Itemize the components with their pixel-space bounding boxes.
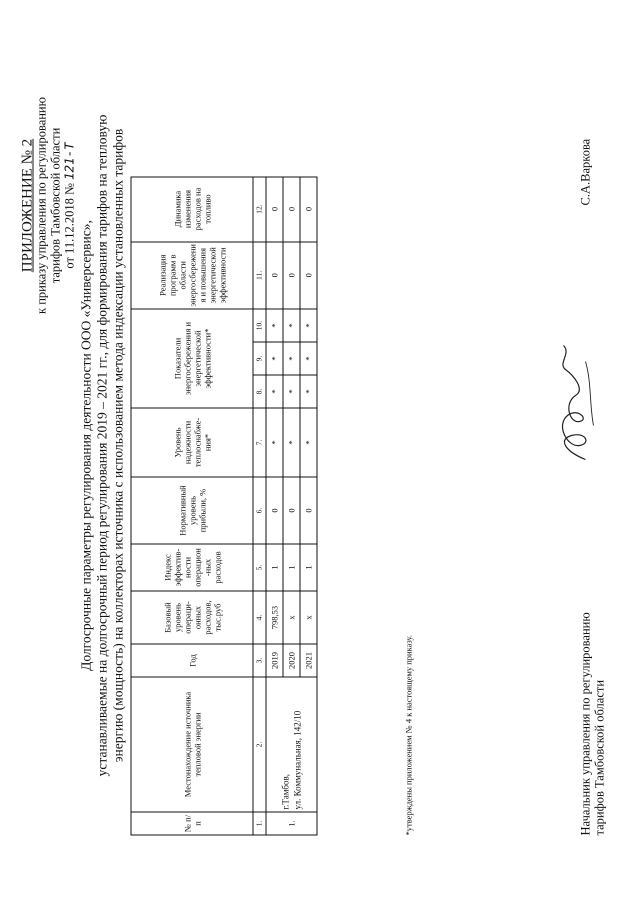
dynamics-cell: 0 (266, 176, 283, 241)
header-year: Год (131, 644, 253, 677)
column-number: 5. (253, 544, 266, 591)
reliability-cell: * (266, 408, 283, 477)
column-number: 7. (253, 408, 266, 477)
annex-date (62, 45, 76, 365)
base-cell: 798,53 (266, 591, 283, 644)
column-number-row (253, 176, 266, 834)
column-number: 1. (253, 812, 266, 835)
profit-cell: 0 (266, 477, 283, 544)
energy-cell: * (300, 342, 317, 375)
header-efficiency-index: Индекс эффектив-ности операцион -ных расходов (131, 544, 253, 591)
document-heading (78, 55, 126, 835)
profit-cell: 0 (300, 477, 317, 544)
heading-line3: энергию (мощность) на коллекторах источника с использованием метода индексации установленных тарифов (110, 128, 125, 762)
annex-header (20, 45, 76, 365)
header-reliability: Уровень надежности теплоснабже-ния* (131, 408, 253, 477)
column-number: 4. (253, 591, 266, 644)
column-number: 12. (253, 176, 266, 241)
annex-title: ПРИЛОЖЕНИЕ № 2 (19, 138, 35, 272)
annex-date-prefix: от 11.12.2018 № (62, 182, 76, 269)
header-profit-level: Нормативный уровень прибыли, % (131, 477, 253, 544)
energy-cell: * (266, 342, 283, 375)
row-number: 1. (266, 812, 317, 835)
signatory-position (578, 612, 606, 835)
column-number: 10. (253, 309, 266, 342)
year-cell: 2021 (300, 644, 317, 677)
reliability-cell: * (283, 408, 300, 477)
header-location: Местонахождение источника тепловой энергии (131, 677, 253, 812)
index-cell: 1 (300, 544, 317, 591)
energy-cell: * (266, 375, 283, 408)
parameters-table (130, 176, 317, 835)
base-cell: х (283, 591, 300, 644)
heading-line1: Долгосрочные параметры регулирования деятельности ООО «Универсервис», (78, 219, 93, 671)
dynamics-cell: 0 (300, 176, 317, 241)
position-line1: Начальник управления по регулированию (578, 611, 592, 835)
index-cell: 1 (283, 544, 300, 591)
energy-cell: * (266, 309, 283, 342)
annex-line1: к приказу управления по регулированию (34, 96, 48, 314)
column-number: 2. (253, 677, 266, 812)
reliability-cell: * (300, 408, 317, 477)
footnote: *утверждены приложением № 4 к настоящему приказу. (403, 634, 413, 835)
energy-cell: * (283, 309, 300, 342)
header-number: № п/п (131, 812, 253, 835)
header-energy-indicators: Показатели энергосбережения и энергетической эффективности* (131, 309, 253, 408)
column-number: 8. (253, 375, 266, 408)
year-cell: 2020 (283, 644, 300, 677)
index-cell: 1 (266, 544, 283, 591)
signatory-name: С.А.Варкова (578, 138, 592, 205)
table-row (266, 176, 283, 834)
program-cell: 0 (266, 241, 283, 308)
location-line1: г.Тамбов, (280, 773, 290, 809)
energy-cell: * (283, 375, 300, 408)
location-line2: ул. Коммунальная, 142/10 (292, 710, 302, 809)
annex-number: 121-Т (61, 141, 76, 180)
program-cell: 0 (300, 241, 317, 308)
position-line2: тарифов Тамбовской области (592, 679, 606, 835)
annex-line2: тарифов Тамбовской области (48, 127, 62, 283)
column-number: 6. (253, 477, 266, 544)
table-header-row (131, 176, 253, 834)
header-fuel-dynamics: Динамика изменения расходов на топливо (131, 176, 253, 241)
location-cell (266, 677, 317, 812)
handwritten-signature (545, 335, 605, 465)
base-cell: х (300, 591, 317, 644)
energy-cell: * (300, 309, 317, 342)
heading-line2: устанавливаемые на долгосрочный период регулирования 2019 – 2021 гг., для формирования тарифов на тепловую (94, 114, 109, 776)
energy-cell: * (300, 375, 317, 408)
header-base-level: Базовый уровень операци-онных расходов, тыс.руб (131, 591, 253, 644)
program-cell: 0 (283, 241, 300, 308)
header-program: Реализация программ в области энергосбережени я и повышения энергетической эффективности (131, 241, 253, 308)
energy-cell: * (283, 342, 300, 375)
column-number: 9. (253, 342, 266, 375)
dynamics-cell: 0 (283, 176, 300, 241)
column-number: 3. (253, 644, 266, 677)
year-cell: 2019 (266, 644, 283, 677)
profit-cell: 0 (283, 477, 300, 544)
column-number: 11. (253, 241, 266, 308)
